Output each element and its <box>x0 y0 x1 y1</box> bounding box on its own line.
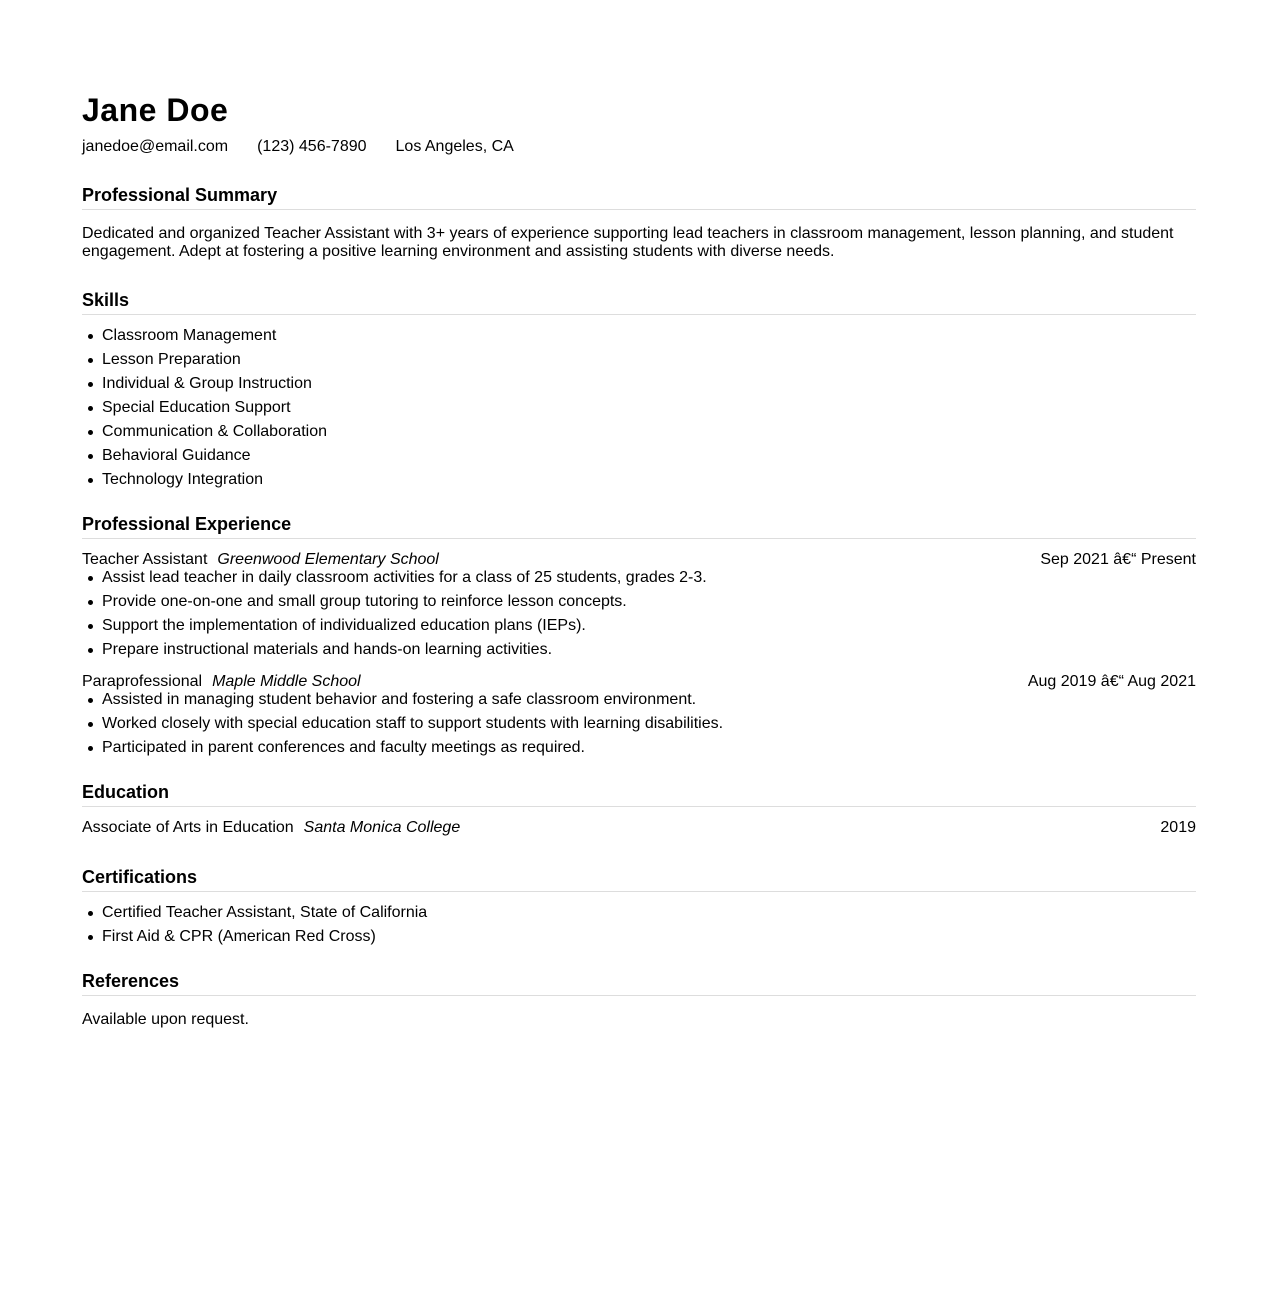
references-text: Available upon request. <box>82 1011 249 1028</box>
skill-item: Lesson Preparation <box>82 351 1196 369</box>
candidate-name: Jane Doe <box>82 92 229 128</box>
section-title-references: References <box>82 971 1196 996</box>
job-role: Paraprofessional <box>82 673 203 690</box>
job-header <box>82 551 1196 569</box>
education-school: Santa Monica College <box>303 819 461 836</box>
section-title-education: Education <box>82 782 1196 807</box>
skill-item: Communication & Collaboration <box>82 423 1196 441</box>
job-header <box>82 673 1196 691</box>
section-references <box>82 971 1196 1029</box>
job-dates: Sep 2021 â€“ Present <box>1040 551 1196 568</box>
education-degree: Associate of Arts in Education <box>82 819 294 836</box>
summary-text: Dedicated and organized Teacher Assistant with 3+ years of experience supporting lead teachers in classroom management, lesson planning, and student engagement. Adept at fostering a positive learning environment and assisting students with diverse needs. <box>82 225 1174 260</box>
section-education <box>82 782 1196 837</box>
section-title-certifications: Certifications <box>82 867 1196 892</box>
contact-info <box>82 138 1196 156</box>
section-experience <box>82 514 1196 757</box>
certification-item: Certified Teacher Assistant, State of California <box>82 904 1196 922</box>
job-org: Greenwood Elementary School <box>217 551 439 568</box>
skill-item: Classroom Management <box>82 327 1196 345</box>
job-bullet: Prepare instructional materials and hands-on learning activities. <box>82 641 1196 659</box>
job-bullets <box>82 691 1196 757</box>
contact-location: Los Angeles, CA <box>395 138 514 155</box>
contact-email: janedoe@email.com <box>82 138 229 155</box>
section-summary <box>82 185 1196 261</box>
job-org: Maple Middle School <box>212 673 361 690</box>
education-entry <box>82 819 1196 837</box>
section-title-skills: Skills <box>82 290 1196 315</box>
job-dates: Aug 2019 â€“ Aug 2021 <box>1027 673 1196 690</box>
skill-item: Behavioral Guidance <box>82 447 1196 465</box>
job-bullet: Participated in parent conferences and faculty meetings as required. <box>82 739 1196 757</box>
contact-phone: (123) 456-7890 <box>257 138 367 155</box>
skill-item: Technology Integration <box>82 471 1196 489</box>
job-bullets <box>82 569 1196 659</box>
job-bullet: Provide one-on-one and small group tutoring to reinforce lesson concepts. <box>82 593 1196 611</box>
certifications-list <box>82 904 1196 946</box>
skill-item: Special Education Support <box>82 399 1196 417</box>
certification-item: First Aid & CPR (American Red Cross) <box>82 928 1196 946</box>
education-year: 2019 <box>1160 819 1196 836</box>
job-bullet: Assist lead teacher in daily classroom activities for a class of 25 students, grades 2-3. <box>82 569 1196 587</box>
job-entry <box>82 673 1196 757</box>
section-certifications <box>82 867 1196 946</box>
job-bullet: Support the implementation of individualized education plans (IEPs). <box>82 617 1196 635</box>
section-skills <box>82 290 1196 489</box>
section-title-experience: Professional Experience <box>82 514 1196 539</box>
job-entry <box>82 551 1196 659</box>
section-title-summary: Professional Summary <box>82 185 1196 210</box>
skills-list <box>82 327 1196 489</box>
job-bullet: Assisted in managing student behavior and fostering a safe classroom environment. <box>82 691 1196 709</box>
job-role: Teacher Assistant <box>82 551 208 568</box>
skill-item: Individual & Group Instruction <box>82 375 1196 393</box>
job-bullet: Worked closely with special education staff to support students with learning disabilities. <box>82 715 1196 733</box>
